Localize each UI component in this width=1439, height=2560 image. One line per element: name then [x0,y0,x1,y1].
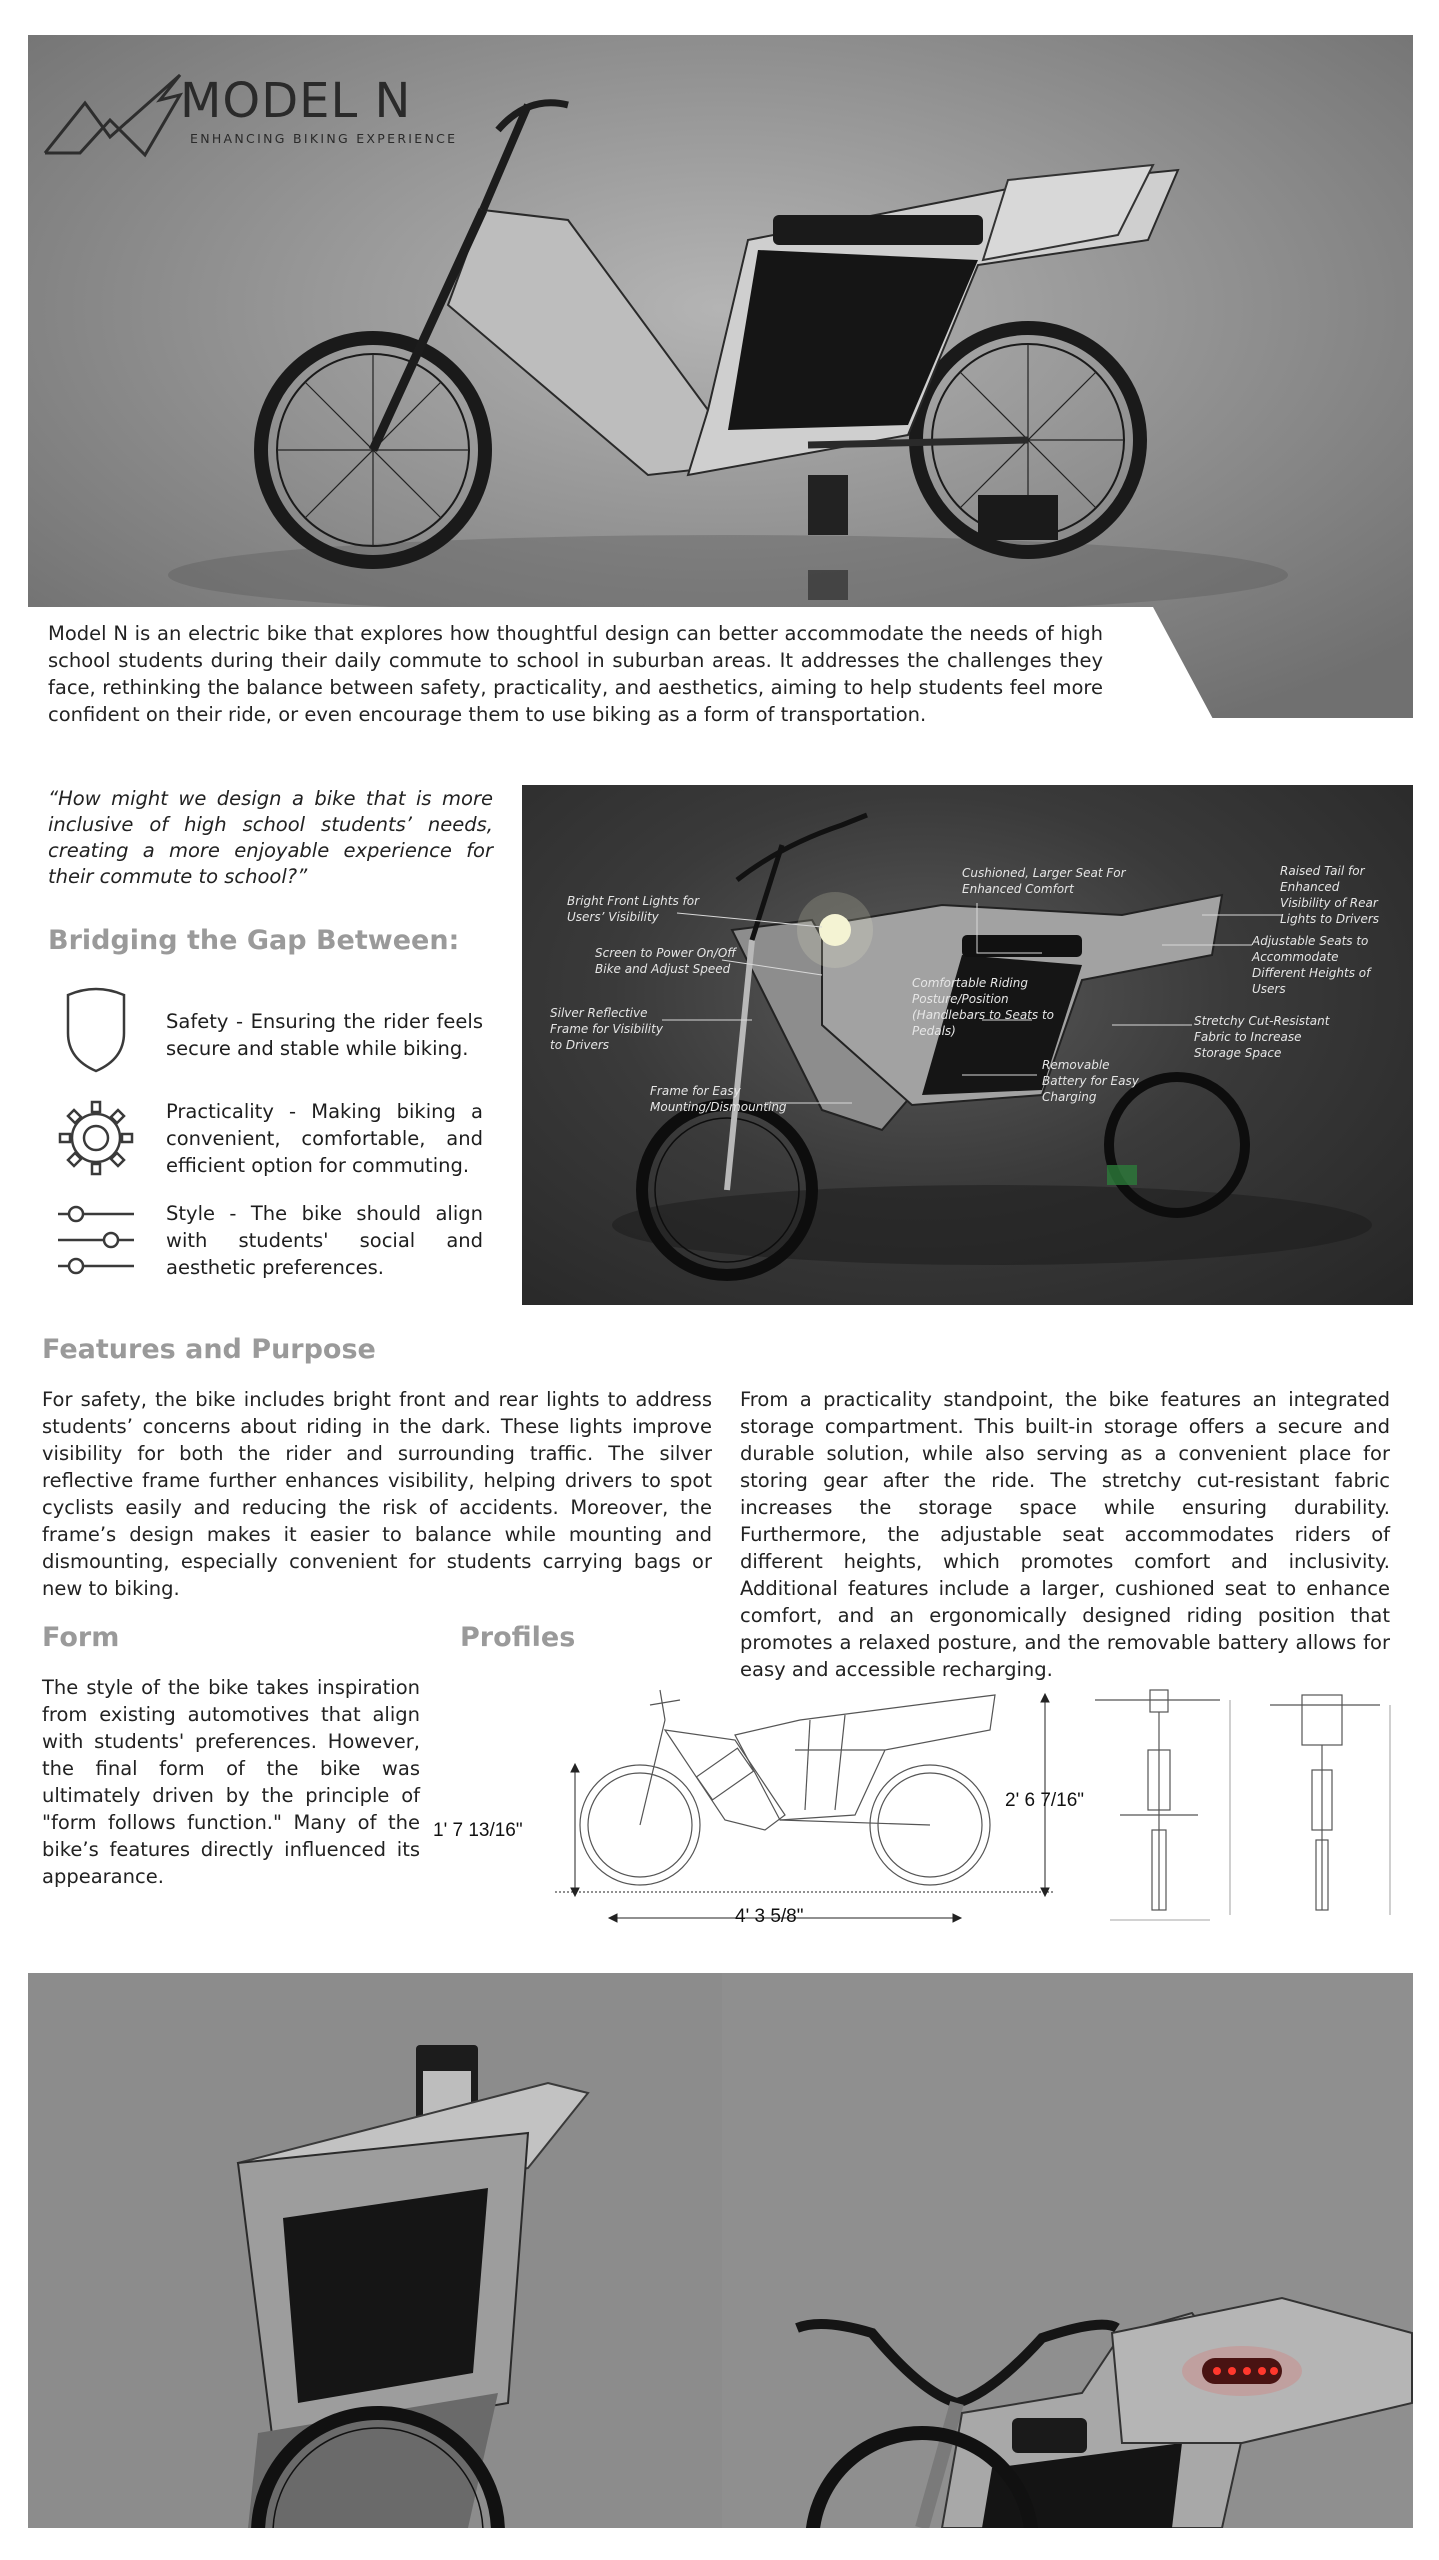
gear-icon [56,1098,136,1178]
front-profile-drawing [1090,1680,1240,1930]
annotation-reflective-frame: Silver Reflective Frame for Visibility to Drivers [550,1006,663,1052]
bridging-list [48,985,493,1285]
rear-profile-drawing [1265,1680,1405,1930]
annotation-posture: Comfortable Riding Posture/Position (Handlebars to Seats to Pedals) [912,976,1055,1038]
form-heading: Form [42,1622,120,1653]
dimension-length: 4' 3 5/8" [735,1906,804,1927]
form-text: The style of the bike takes inspiration from existing automotives that align with students' preferences. However, the final form of the bike was ultimately driven by the principle of "form follows function." Many of the bike’s features directly influenced its appearance. [42,1676,420,1888]
features-heading: Features and Purpose [42,1334,376,1365]
annotation-tail: Raised Tail for Enhanced Visibility of Rear Lights to Drivers [1280,864,1380,926]
profile-side-drawing [555,1660,1055,1935]
design-question: “How might we design a bike that is more inclusive of high school students’ needs, creating a more enjoyable experience for their commute to school?” [48,787,493,888]
features-right-text: From a practicality standpoint, the bike features an integrated storage compartment. This built-in storage offers a secure and durable solution, while also serving as a convenient place for storing gear after the ride. The stretchy cut-resistant fabric increases the storage space while ensuring durability. Furthermore, the adjustable seat accommodates riders of different heights, which promotes comfort and inclusivity. Additional features include a larger, cushioned seat to enhance comfort, and an ergonomically designed riding position that promotes a relaxed posture, and the removable battery allows for easy and accessible recharging. [740,1388,1390,1681]
annotation-seat: Cushioned, Larger Seat For Enhanced Comfort [962,866,1126,896]
bridging-item-practicality [48,1090,493,1185]
bridging-item-text: Safety - Ensuring the rider feels secure and stable while biking. [166,1010,483,1060]
storage-compartment-illustration [28,1973,722,2528]
profile-rear-drawing [1265,1680,1405,1930]
annotation-front-lights: Bright Front Lights for Users’ Visibility [567,894,700,924]
features-left-text: For safety, the bike includes bright front and rear lights to address students’ concerns about riding in the dark. These lights improve visibility for both the rider and surrounding traffic. The silver reflective frame further enhances visibility, helping drivers to spot cyclists easily and reducing the risk of accidents. Moreover, the frame’s design makes it easier to balance while mounting and dismounting, especially convenient for students carrying bags or new to biking. [42,1388,712,1600]
dimension-total-height: 2' 6 7/16" [1005,1790,1085,1811]
bridging-item-safety [48,985,493,1080]
dimension-front-height: 1' 7 13/16" [433,1820,523,1841]
brand-title: MODEL N [180,73,412,129]
annotation-adjustable-seat: Adjustable Seats to Accommodate Different Heights of Users [1252,934,1371,996]
annotation-fabric: Stretchy Cut-Resistant Fabric to Increase Storage Space [1194,1014,1330,1060]
bridging-heading: Bridging the Gap Between: [48,925,460,956]
annotation-mounting-frame: Frame for Easy Mounting/Dismounting [650,1084,787,1114]
profiles-heading: Profiles [460,1622,576,1653]
brand-tagline: ENHANCING BIKING EXPERIENCE [190,131,458,146]
intro-text: Model N is an electric bike that explores how thoughtful design can better accommodate the needs of high school students during their daily commute to school in suburban areas. It addresses the challenges they face, rethinking the balance between safety, practicality, and aesthetics, aiming to help students feel more confident on their ride, or even encourage them to use biking as a form of transportation. [48,622,1103,726]
profile-front-drawing [1090,1680,1240,1930]
brand-logo [40,65,480,165]
shield-icon [56,985,136,1075]
side-profile-drawing [555,1660,1055,1935]
annotation-battery: Removable Battery for Easy Charging [1042,1058,1139,1104]
bridging-item-style [48,1200,493,1295]
rear-light-photo [722,1973,1413,2528]
rear-light-illustration [722,1973,1413,2528]
logo-mark-icon [40,65,190,165]
bridging-item-text: Style - The bike should align with students' social and aesthetic preferences. [166,1202,483,1279]
annotation-leader-lines [522,785,1413,1305]
sliders-icon [56,1200,136,1280]
annotation-screen: Screen to Power On/Off Bike and Adjust Speed [595,946,736,976]
annotated-bike-photo [522,785,1413,1305]
bridging-item-text: Practicality - Making biking a convenient, comfortable, and efficient option for commuting. [166,1100,483,1177]
storage-compartment-photo [28,1973,722,2528]
